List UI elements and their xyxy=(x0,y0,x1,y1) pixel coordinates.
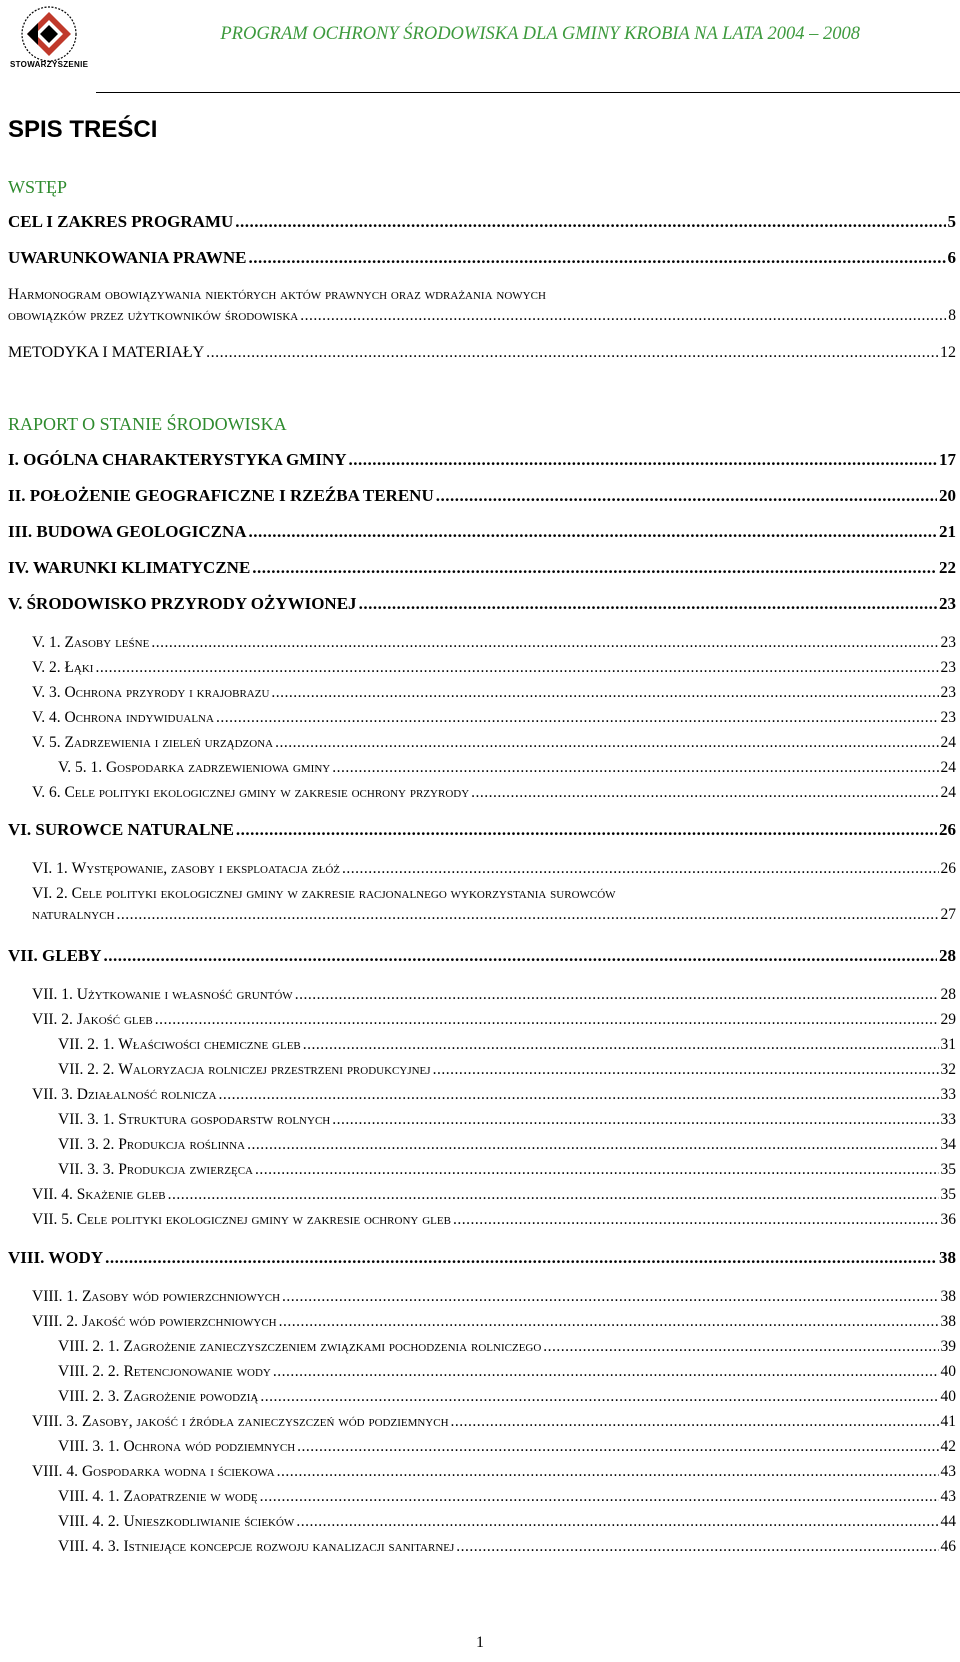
toc-entry[interactable]: VII. 1. Użytkowanie i własność gruntów ..... 28 xyxy=(32,986,956,1004)
toc-entry[interactable]: VIII. 3. 1. Ochrona wód podziemnych ..... 42 xyxy=(58,1438,956,1456)
toc-entry[interactable]: II. POŁOŻENIE GEOGRAFICZNE I RZEŹBA TERENU ..... 20 xyxy=(8,486,956,506)
toc-entry[interactable]: V. 6. Cele polityki ekologicznej gminy w zakresie ochrony przyrody ..... 24 xyxy=(32,784,956,802)
toc-entry[interactable]: VII. 5. Cele polityki ekologicznej gminy w zakresie ochrony gleb ..... 36 xyxy=(32,1211,956,1229)
toc-entry[interactable]: V. ŚRODOWISKO PRZYRODY OŻYWIONEJ ..... 23 xyxy=(8,594,956,614)
toc-entry[interactable]: VI. 1. Występowanie, zasoby i eksploatacja złóż ..... 26 xyxy=(32,860,956,878)
toc-entry[interactable]: III. BUDOWA GEOLOGICZNA ..... 21 xyxy=(8,522,956,542)
toc-entry[interactable]: CEL I ZAKRES PROGRAMU ..... 5 xyxy=(8,212,956,232)
toc-entry[interactable]: V. 5. Zadrzewienia i zieleń urządzona ..... 24 xyxy=(32,734,956,752)
header-title: PROGRAM OCHRONY ŚRODOWISKA DLA GMINY KROBIA NA LATA 2004 – 2008 xyxy=(220,24,860,44)
toc-entry[interactable]: VIII. 4. Gospodarka wodna i ściekowa ..... 43 xyxy=(32,1463,956,1481)
toc-entry[interactable]: V. 4. Ochrona indywidualna ..... 23 xyxy=(32,709,956,727)
toc-entry[interactable]: V. 2. Łąki ..... 23 xyxy=(32,659,956,677)
toc-entry[interactable]: V. 3. Ochrona przyrody i krajobrazu ..... 23 xyxy=(32,684,956,702)
toc-entry[interactable]: VII. 3. 3. Produkcja zwierzęca ..... 35 xyxy=(58,1161,956,1179)
section-heading-intro: WSTĘP xyxy=(8,177,68,197)
toc-entry[interactable]: V. 1. Zasoby leśne ..... 23 xyxy=(32,634,956,652)
toc-entry[interactable]: VII. 3. 1. Struktura gospodarstw rolnych ..... 33 xyxy=(58,1111,956,1129)
toc-entry[interactable]: I. OGÓLNA CHARAKTERYSTYKA GMINY ..... 17 xyxy=(8,450,956,470)
toc-entry[interactable]: VII. 2. Jakość gleb ..... 29 xyxy=(32,1011,956,1029)
association-logo-icon xyxy=(14,4,84,68)
header-divider xyxy=(96,92,960,93)
toc-entry[interactable]: VIII. 3. Zasoby, jakość i źródła zanieczyszczeń wód podziemnych ..... 41 xyxy=(32,1413,956,1431)
toc-entry[interactable]: VIII. 2. 2. Retencjonowanie wody ..... 40 xyxy=(58,1363,956,1381)
toc-entry[interactable]: VII. 3. 2. Produkcja roślinna ..... 34 xyxy=(58,1136,956,1154)
toc-entry[interactable]: VIII. 2. 1. Zagrożenie zanieczyszczeniem związkami pochodzenia rolniczego ..... 39 xyxy=(58,1338,956,1356)
toc-entry[interactable]: VIII. 4. 2. Unieszkodliwianie ścieków ..... 44 xyxy=(58,1513,956,1531)
toc-entry[interactable]: IV. WARUNKI KLIMATYCZNE ..... 22 xyxy=(8,558,956,578)
toc-entry[interactable]: VIII. 2. Jakość wód powierzchniowych ..... 38 xyxy=(32,1313,956,1331)
toc-entry[interactable]: VII. 3. Działalność rolnicza ..... 33 xyxy=(32,1086,956,1104)
logo-caption: STOWARZYSZENIE xyxy=(10,60,89,69)
toc-entry[interactable]: VIII. 1. Zasoby wód powierzchniowych ..... 38 xyxy=(32,1288,956,1306)
toc-entry[interactable]: V. 5. 1. Gospodarka zadrzewieniowa gminy ..... 24 xyxy=(58,759,956,777)
toc-entry[interactable]: VIII. 4. 3. Istniejące koncepcje rozwoju kanalizacji sanitarnej ..... 46 xyxy=(58,1538,956,1556)
toc-entry[interactable]: METODYKA I MATERIAŁY ..... 12 xyxy=(8,344,956,362)
toc-entry[interactable]: VII. GLEBY ..... 28 xyxy=(8,946,956,966)
toc-entry[interactable]: VIII. 2. 3. Zagrożenie powodzią ..... 40 xyxy=(58,1388,956,1406)
toc-entry[interactable]: VII. 4. Skażenie gleb ..... 35 xyxy=(32,1186,956,1204)
toc-entry[interactable]: VII. 2. 2. Waloryzacja rolniczej przestrzeni produkcyjnej ..... 32 xyxy=(58,1061,956,1079)
page-header xyxy=(0,0,960,96)
toc-entry[interactable]: VI. 2. Cele polityki ekologicznej gminy w zakresie racjonalnego wykorzystania surowców naturalnych ..... 27 xyxy=(32,885,956,924)
toc-entry[interactable]: VII. 2. 1. Właściwości chemiczne gleb ..... 31 xyxy=(58,1036,956,1054)
section-heading-report: RAPORT O STANIE ŚRODOWISKA xyxy=(8,414,287,434)
toc-entry[interactable]: VI. SUROWCE NATURALNE ..... 26 xyxy=(8,820,956,840)
toc-entry[interactable]: UWARUNKOWANIA PRAWNE ..... 6 xyxy=(8,248,956,268)
toc-entry[interactable]: Harmonogram obowiązywania niektórych aktów prawnych oraz wdrażania nowych obowiązków przez użytkowników środowiska ..... 8 xyxy=(8,286,956,325)
toc-title: SPIS TREŚCI xyxy=(8,116,158,143)
page-number: 1 xyxy=(476,1634,484,1651)
toc-entry[interactable]: VIII. WODY ..... 38 xyxy=(8,1248,956,1268)
toc-entry[interactable]: VIII. 4. 1. Zaopatrzenie w wodę ..... 43 xyxy=(58,1488,956,1506)
